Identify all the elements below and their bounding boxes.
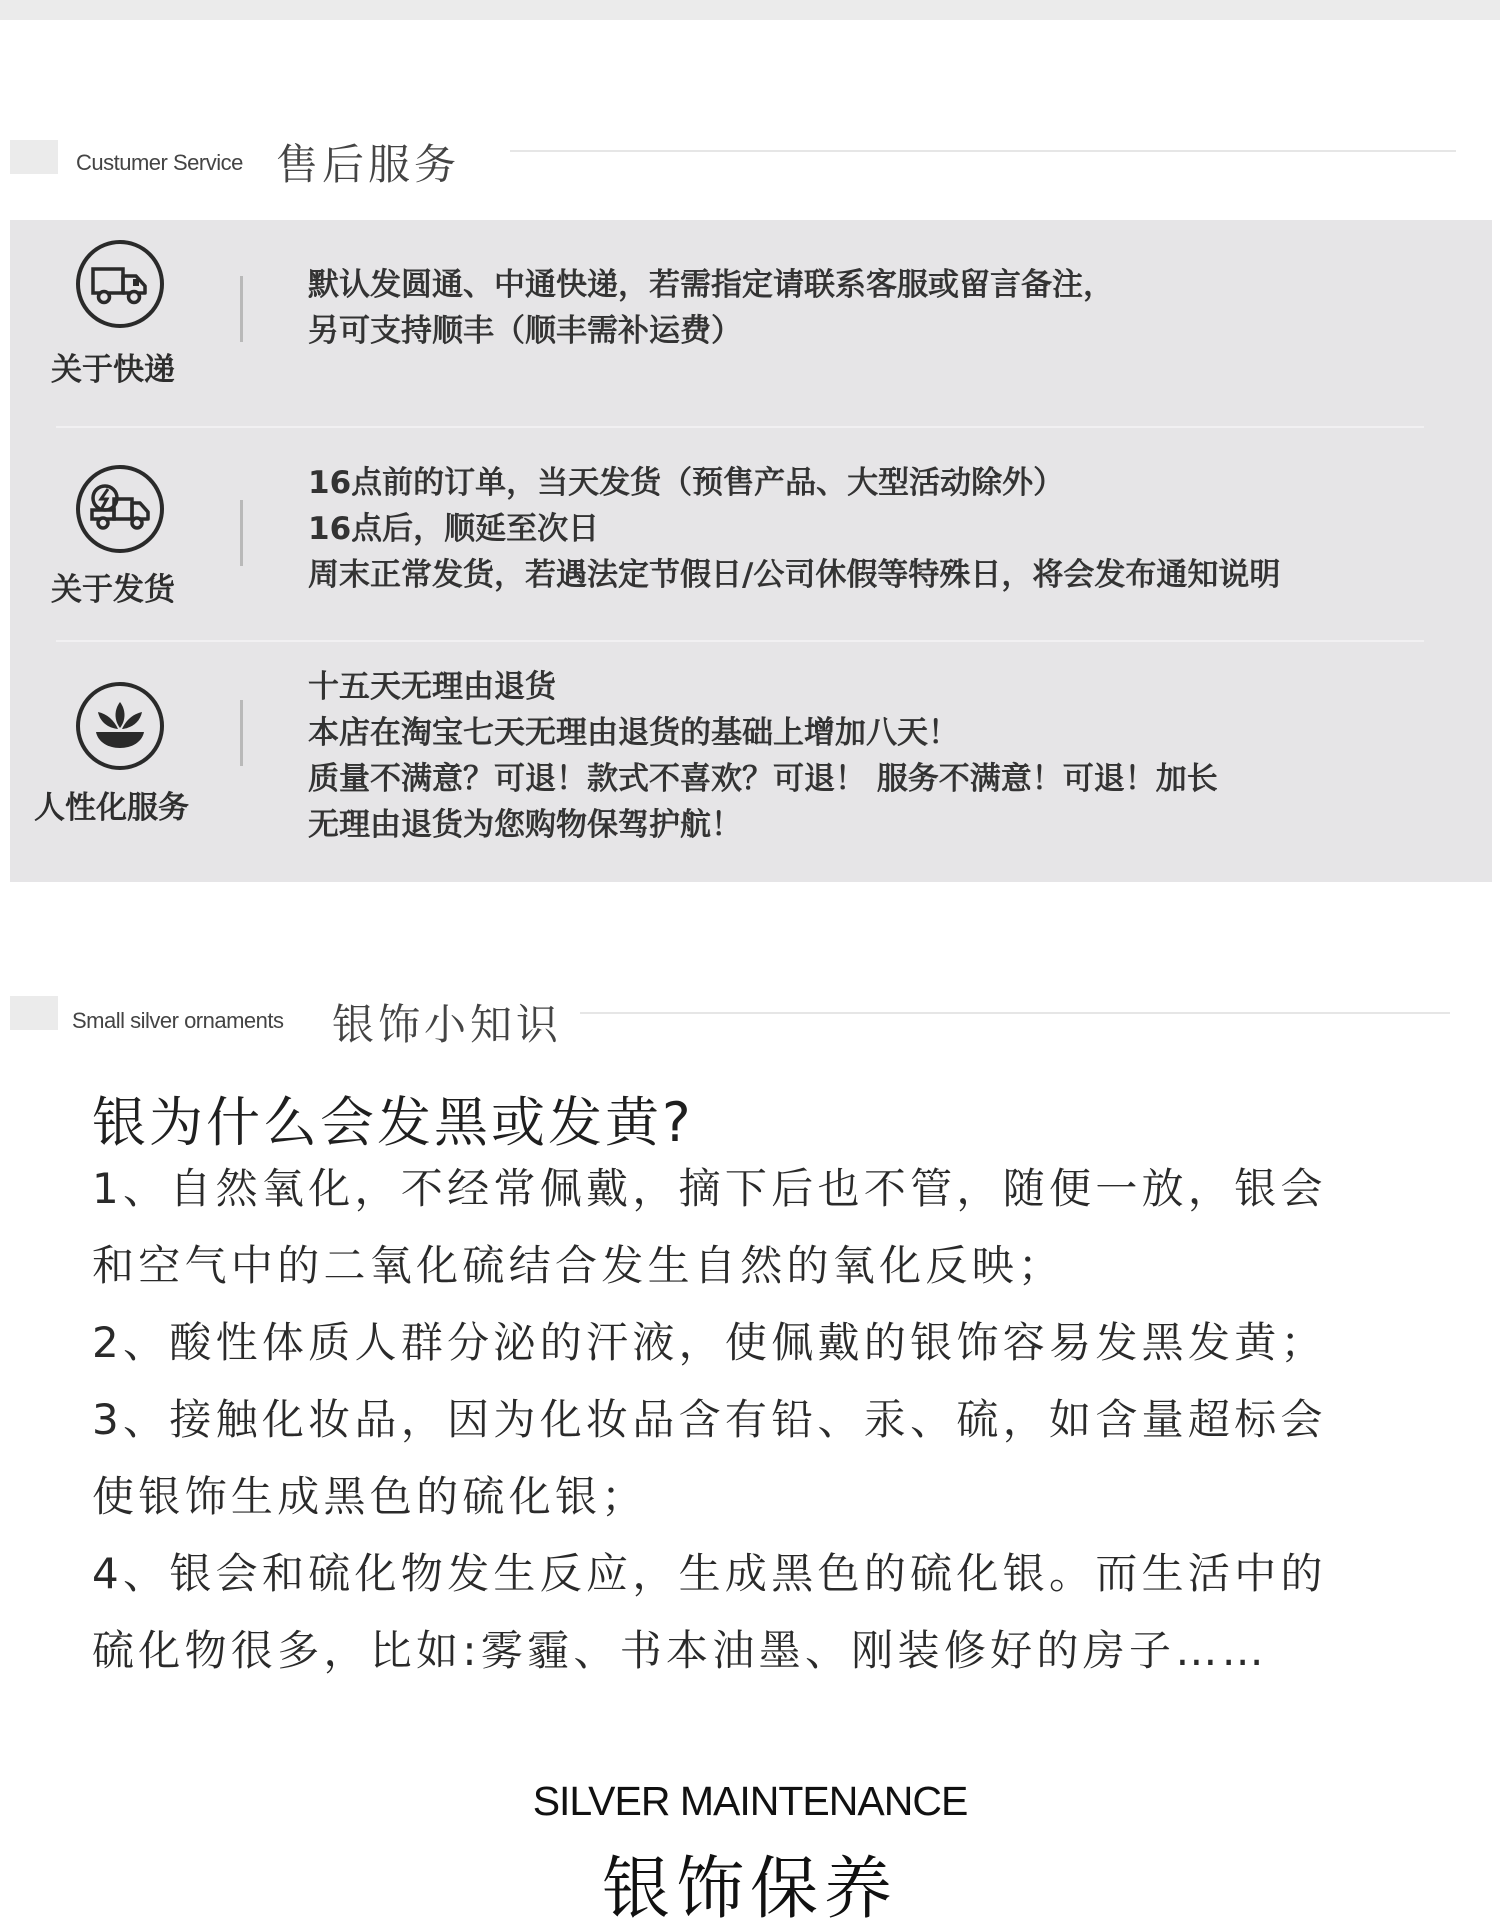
header-rule [510,150,1456,152]
row-separator [56,640,1424,642]
row-label: 关于发货 [51,572,175,608]
knowledge-line: 硫化物很多，比如:雾霾、书本油墨、刚装修好的房子…… [92,1626,1268,1675]
row-divider [240,276,243,342]
row-text [308,262,1114,354]
maintenance-title-en: SILVER MAINTENANCE [532,1778,968,1824]
knowledge-line: 4、银会和硫化物发生反应，生成黑色的硫化银。而生活中的 [92,1549,1327,1598]
row-label: 人性化服务 [34,790,189,826]
question-title: 银为什么会发黑或发黄? [92,1091,694,1154]
knowledge-line: 1、自然氧化，不经常佩戴，摘下后也不管，随便一放，银会 [92,1164,1327,1213]
row-line: 质量不满意？可退！款式不喜欢？可退！ 服务不满意！可退！加长 [308,761,1218,797]
header-en: Small silver ornaments [72,1008,284,1033]
row-line: 16点后，顺延至次日 [308,511,600,547]
knowledge-line: 2、酸性体质人群分泌的汗液，使佩戴的银饰容易发黑发黄； [92,1318,1327,1367]
row-line: 无理由退货为您购物保驾护航！ [308,807,742,843]
row-line: 16点前的订单，当天发货（预售产品、大型活动除外） [308,465,1065,501]
maintenance-title-cn: 银饰保养 [601,1850,898,1920]
delivery-truck-icon [76,240,164,328]
row-line: 十五天无理由退货 [308,669,556,705]
row-text [308,460,1280,598]
knowledge-text [92,1150,1432,1689]
row-line: 另可支持顺丰（顺丰需补运费） [308,313,742,349]
customer-service-header [0,132,1500,192]
knowledge-line: 3、接触化妆品，因为化妆品含有铅、汞、硫，如含量超标会 [92,1395,1327,1444]
express-shipping-truck-icon [76,465,164,553]
service-panel [10,220,1492,882]
row-divider [240,700,243,766]
header-en: Custumer Service [76,150,243,175]
row-separator [56,426,1424,428]
top-band [0,0,1500,20]
header-rule [580,1012,1450,1014]
row-line: 周末正常发货，若遇法定节假日/公司休假等特殊日，将会发布通知说明 [308,557,1281,593]
row-line: 本店在淘宝七天无理由退货的基础上增加八天！ [308,715,959,751]
row-line: 默认发圆通、中通快递，若需指定请联系客服或留言备注， [308,267,1114,303]
row-label: 关于快递 [51,352,175,388]
header-cn: 银饰小知识 [332,1000,563,1049]
header-cn: 售后服务 [276,140,461,189]
lotus-service-icon [76,682,164,770]
silver-knowledge-header [0,992,1500,1052]
row-divider [240,500,243,566]
header-block [10,996,58,1030]
row-text [308,664,1218,848]
knowledge-line: 使银饰生成黑色的硫化银； [92,1472,648,1521]
header-block [10,140,58,174]
knowledge-line: 和空气中的二氧化硫结合发生自然的氧化反映； [92,1241,1065,1290]
